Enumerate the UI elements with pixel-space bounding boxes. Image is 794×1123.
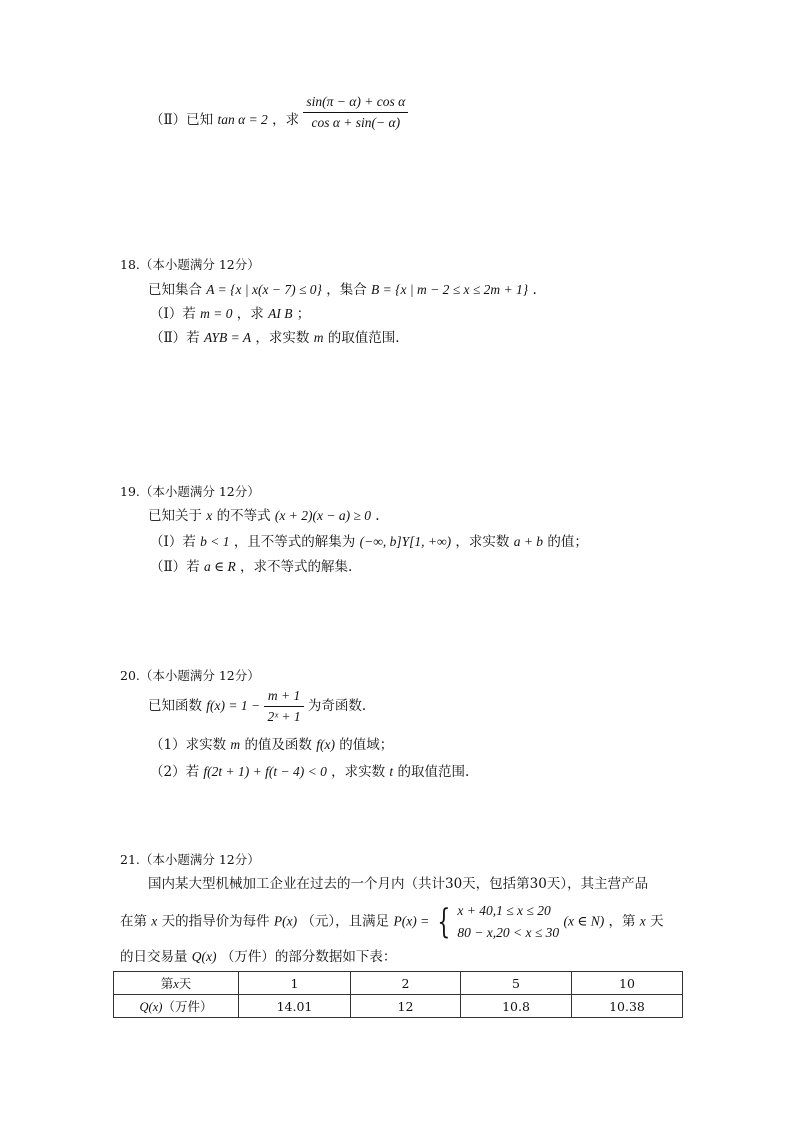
q19-part1-text: （Ⅰ）若 [150, 534, 196, 550]
q20-part1-var: m [230, 737, 241, 752]
q19-line1-var: x [206, 508, 213, 523]
table-header-day [114, 972, 239, 995]
q21-line2-text2: 天的指导价为每件 [161, 913, 270, 930]
q19-part2-text: （Ⅱ）若 [150, 559, 200, 575]
q20-part2-text2: ，求实数 [331, 764, 386, 780]
q19-part1-text3: ，求实数 [455, 534, 510, 550]
table-header-day-var: x [173, 977, 179, 991]
q19-line1-text: 已知关于 [148, 508, 202, 524]
q19-part1-text2: ，且不等式的解集为 [233, 534, 356, 550]
q21-brace: { [437, 902, 451, 942]
q20-part2-end: 的取值范围. [397, 764, 470, 780]
q21-line2-text4: ，第 [608, 913, 636, 930]
table-header-volume [114, 995, 239, 1018]
table-cell: 5 [461, 972, 572, 995]
q18-set-b: B = {x | m − 2 ≤ x ≤ 2m + 1} [371, 282, 529, 297]
q19-header: 19.（本小题满分 12分） [120, 484, 260, 499]
q18-line1-text: 已知集合 [148, 282, 202, 298]
q19-part1-condition: b < 1 [200, 534, 230, 549]
q18-part2-var: m [313, 330, 324, 345]
q21-line2-text3: （元），且满足 [301, 913, 390, 930]
q21-line2-var: x [151, 913, 158, 929]
q20-line1-text: 已知函数 [148, 698, 202, 714]
q21-volume-function: Q(x) [191, 949, 217, 964]
q20-fraction [264, 688, 303, 725]
table-cell: 10 [572, 972, 683, 995]
table-header-volume-q: Q(x) [139, 1000, 163, 1014]
q18-part1-text: （Ⅰ）若 [150, 306, 196, 322]
q17-condition: tan α = 2 [217, 112, 268, 127]
table-row [114, 972, 683, 995]
q19-inequality: (x + 2)(x − a) ≥ 0 [274, 508, 371, 523]
q20-line1 [148, 688, 366, 725]
q18-part1 [150, 302, 310, 322]
q21-domain: (x ∈ N) [563, 913, 605, 929]
q19-line1-end: . [375, 508, 380, 524]
q20-fraction-numerator: m + 1 [264, 688, 303, 707]
table-cell: 1 [239, 972, 351, 995]
q18-part1-expr: AI B [268, 306, 293, 321]
table-cell: 12 [351, 995, 461, 1018]
q18-line1 [148, 278, 537, 298]
q21-header: 21.（本小题满分 12分） [120, 852, 260, 867]
q19-solution-set: (−∞, b]Y[1, +∞) [359, 534, 452, 549]
table-cell: 10.8 [461, 995, 572, 1018]
table-cell: 2 [351, 972, 461, 995]
q21-line3 [120, 945, 396, 965]
q19-part2-condition: a ∈ R [203, 559, 236, 574]
q18-set-a: A = {x | x(x − 7) ≤ 0} [206, 282, 322, 297]
q19-part1 [150, 530, 588, 550]
q21-line3-text2: （万件）的部分数据如下表： [220, 949, 397, 965]
q20-part1-text: （1）求实数 [150, 737, 227, 753]
q20-part1-end: 的值域； [339, 737, 394, 753]
q17-fraction-denominator: cos α + sin(− α) [311, 115, 401, 130]
q20-part1 [150, 733, 393, 753]
table-row [114, 995, 683, 1018]
q20-part2-var: t [389, 764, 394, 779]
q21-price-definition: P(x) = [393, 913, 430, 929]
q21-line2-var2: x [639, 913, 646, 929]
table-cell: 10.38 [572, 995, 683, 1018]
q21-price-function: P(x) [273, 913, 298, 929]
q19-line1-text2: 的不等式 [216, 508, 271, 524]
q19-part2 [150, 555, 352, 575]
q21-cases [457, 900, 559, 944]
q17-part2 [150, 94, 408, 131]
q18-part2-text: （Ⅱ）若 [150, 330, 200, 346]
q20-function: f(x) = 1 − [206, 698, 261, 713]
q21-case-1: x + 40,1 ≤ x ≤ 20 [457, 903, 551, 918]
q21-line2 [120, 900, 664, 944]
table-header-day-text2: 天 [178, 976, 192, 991]
q18-line1-end: . [532, 282, 537, 298]
q18-part1-text2: ，求 [236, 306, 264, 322]
q21-line2-text: 在第 [120, 913, 147, 930]
table-header-volume-unit: （万件） [162, 999, 213, 1014]
q18-part2 [150, 326, 400, 346]
q17-part2-mid: ，求 [272, 112, 300, 128]
q21-data-table [113, 971, 683, 1018]
q21-line3-text: 的日交易量 [120, 949, 188, 965]
q18-header: 18.（本小题满分 12分） [120, 257, 260, 272]
q20-header: 20.（本小题满分 12分） [120, 668, 260, 683]
q19-part2-end: ，求不等式的解集. [240, 559, 353, 575]
q18-part2-text2: ，求实数 [255, 330, 310, 346]
q19-part1-end: 的值； [547, 534, 588, 550]
q21-line2-end: 天 [650, 913, 664, 930]
q18-part2-condition: AYB = A [203, 330, 252, 345]
q19-part1-expr: a + b [513, 534, 544, 549]
q21-line1: 国内某大型机械加工企业在过去的一个月内（共计30天，包括第30天），其主营产品 [148, 876, 649, 892]
q20-part1-function: f(x) [316, 737, 335, 752]
q17-part2-prefix: （Ⅱ）已知 [150, 112, 214, 128]
q17-fraction-numerator: sin(π − α) + cos α [303, 94, 408, 113]
q18-part2-end: 的取值范围. [327, 330, 400, 346]
q21-case-2: 80 − x,20 < x ≤ 30 [457, 925, 560, 940]
q19-line1 [148, 504, 380, 524]
table-header-day-text: 第 [160, 976, 174, 991]
q17-fraction [303, 94, 408, 131]
q18-line1-text2: ，集合 [326, 282, 367, 298]
q18-part1-end: ； [296, 306, 311, 322]
q18-part1-condition: m = 0 [200, 306, 233, 321]
q20-part2 [150, 760, 469, 780]
q20-part1-text2: 的值及函数 [244, 737, 312, 753]
table-cell: 14.01 [239, 995, 351, 1018]
q20-fraction-denominator: 2ˣ + 1 [267, 709, 301, 724]
q20-line1-end: 为奇函数. [307, 698, 367, 714]
q20-part2-text: （2）若 [150, 764, 200, 780]
q20-part2-inequality: f(2t + 1) + f(t − 4) < 0 [203, 764, 327, 779]
